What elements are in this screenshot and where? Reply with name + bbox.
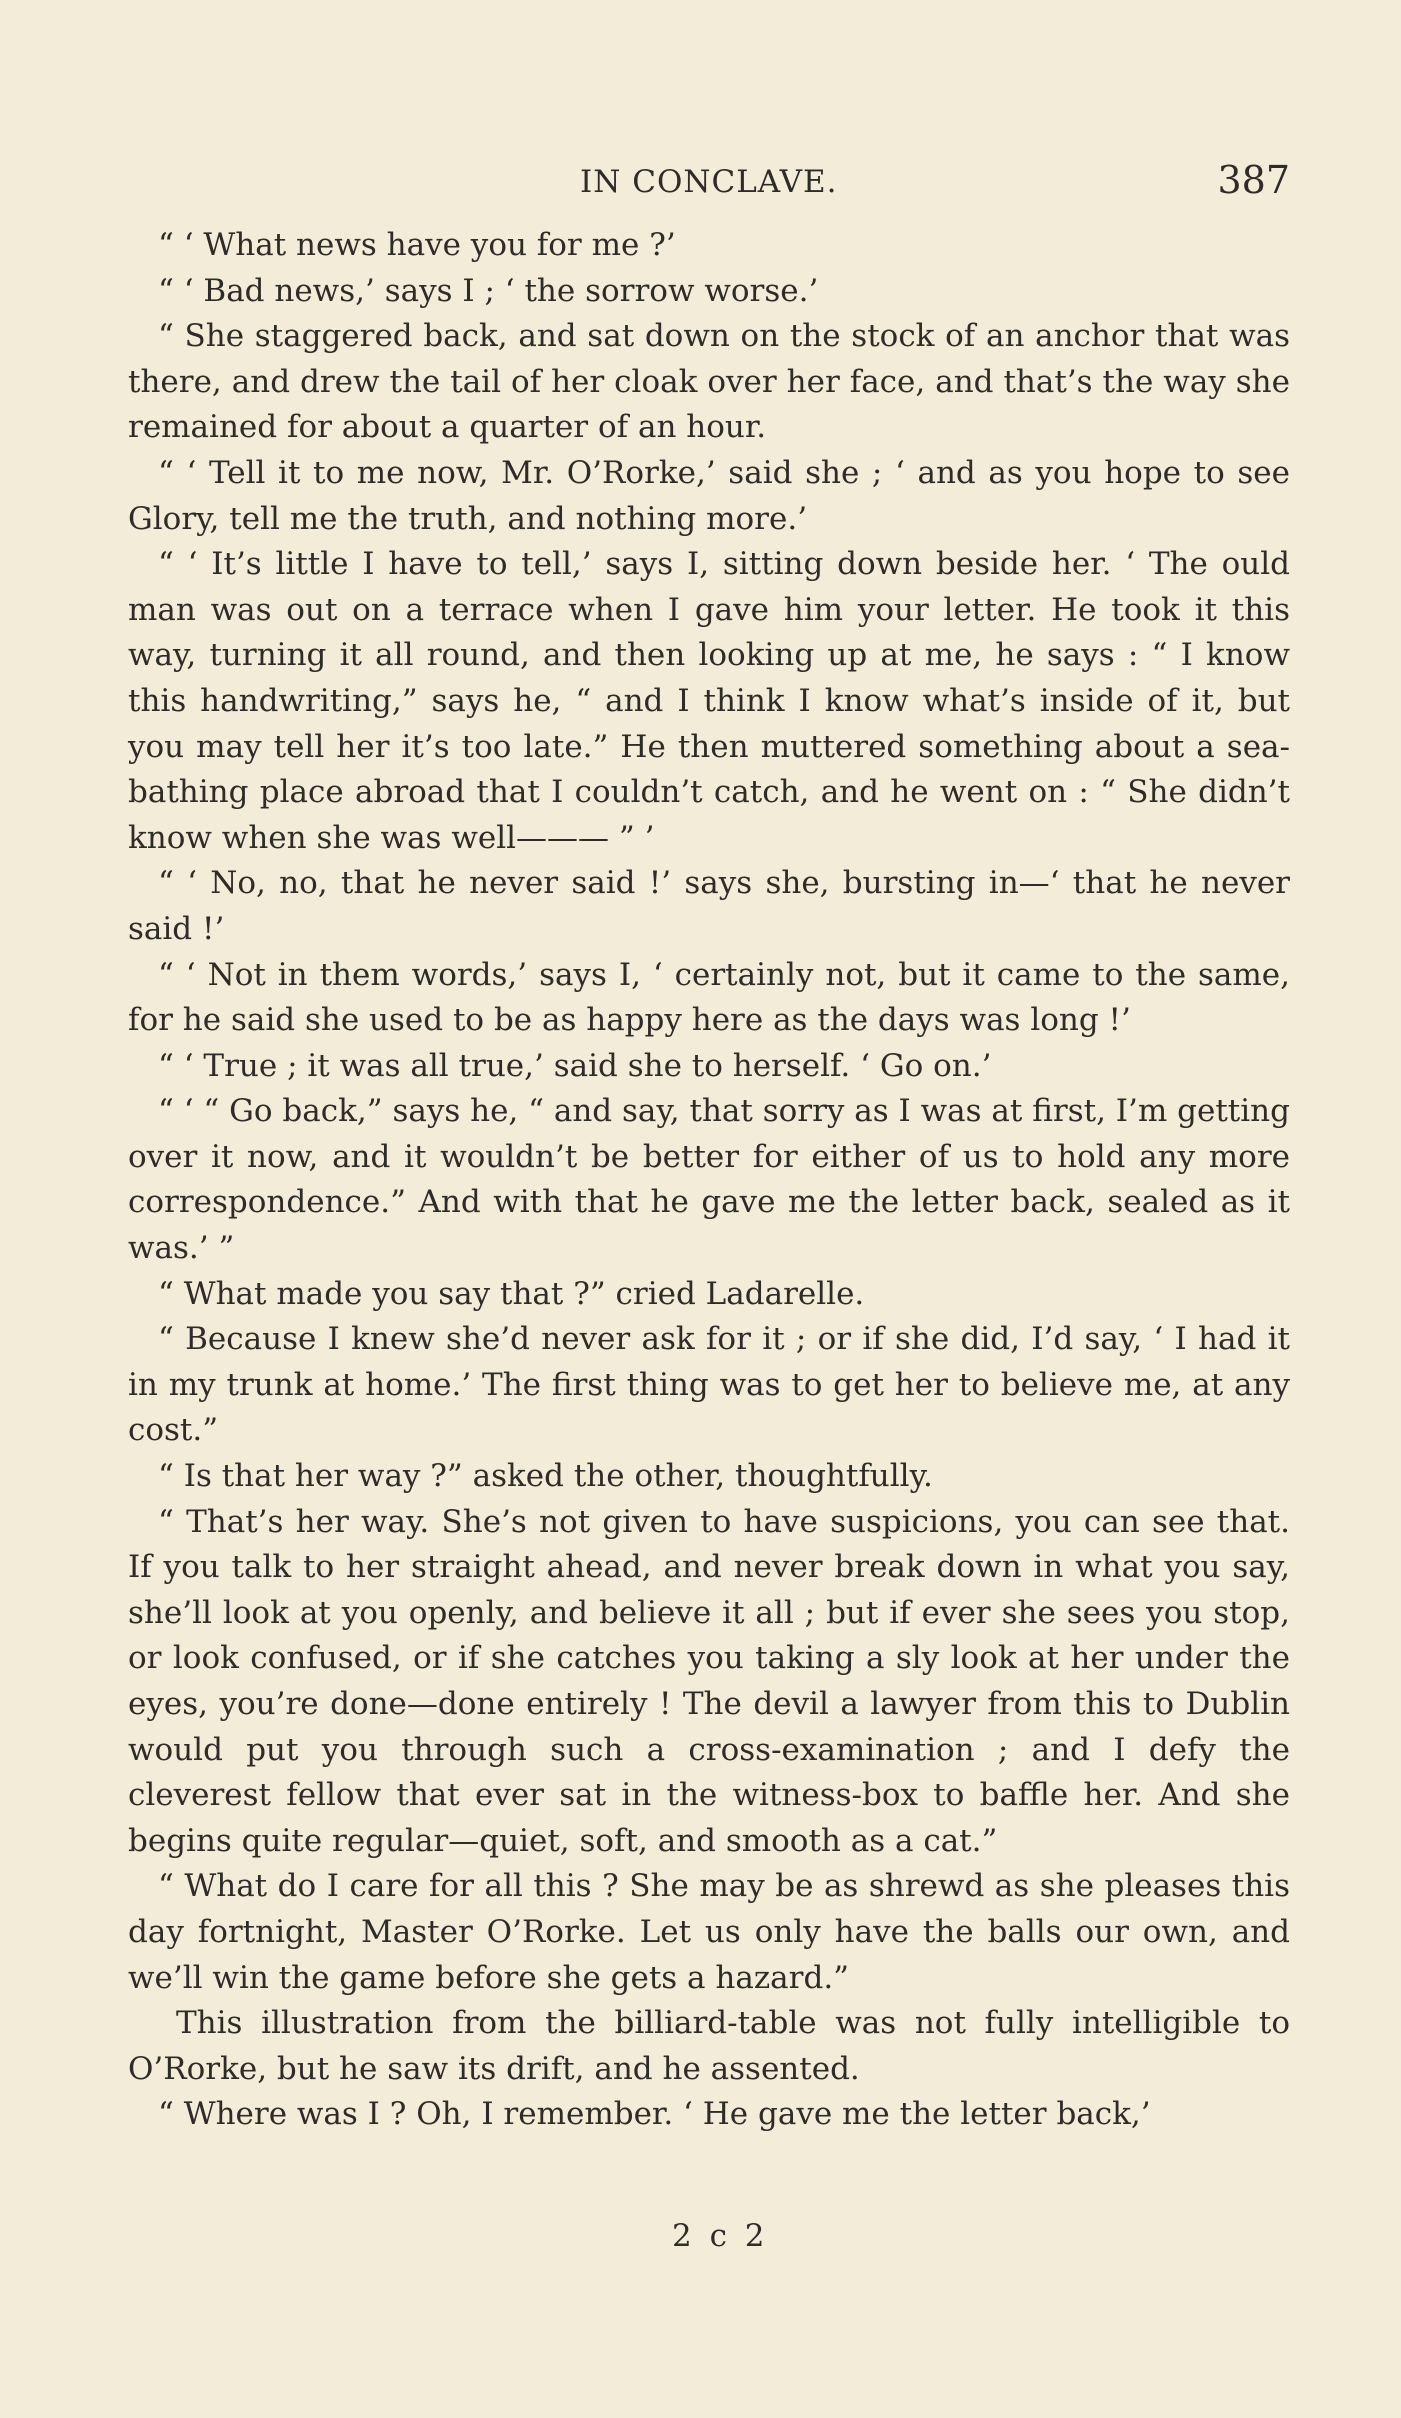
paragraph: “ ‘ “ Go back,” says he, “ and say, that sorry as I was at first, I’m getting over it now, and it wouldn’t be better for either of us to hold any more correspondence.” And with that he gave me the letter back, sealed as it was.’ ” [128, 1093, 1290, 1267]
page-header [128, 158, 1290, 208]
paragraph: “ ‘ No, no, that he never said !’ says she, bursting in—‘ that he never said !’ [128, 865, 1290, 947]
paragraph: “ ‘ True ; it was all true,’ said she to herself. ‘ Go on.’ [158, 1047, 992, 1084]
paragraph: “ ‘ Bad news,’ says I ; ‘ the sorrow worse.’ [158, 272, 819, 309]
paragraph: “ ‘ Not in them words,’ says I, ‘ certainly not, but it came to the same, for he said she used to be as happy here as the days was long !’ [128, 956, 1290, 1039]
paragraph: “ ‘ Tell it to me now, Mr. O’Rorke,’ said she ; ‘ and as you hope to see Glory, tell me the truth, and nothing more.’ [128, 454, 1290, 537]
paragraph: “ ‘ What news have you for me ?’ [158, 227, 676, 263]
running-head: IN CONCLAVE. [580, 164, 838, 200]
signature-mark: 2 c 2 [672, 2218, 769, 2254]
paragraph: “ Because I knew she’d never ask for it ; or if she did, I’d say, ‘ I had it in my trunk at home.’ The first thing was to get her to believe me, at any cost.” [128, 1321, 1290, 1449]
page-number: 387 [1217, 158, 1290, 202]
paragraph: “ Is that her way ?” asked the other, thoughtfully. [158, 1458, 933, 1495]
body-text [128, 223, 1290, 2138]
paragraph: “ Where was I ? Oh, I remember. ‘ He gave me the letter back,’ [158, 2096, 1151, 2133]
paragraph: “ What do I care for all this ? She may be as shrewd as she pleases this day fortnight, Master O’Rorke. Let us only have the balls our own, and we’ll win the game before she gets a hazard.” [128, 1868, 1290, 1996]
paragraph: This illustration from the billiard-table was not fully intelligible to O’Rorke, but he saw its drift, and he assented. [128, 2005, 1290, 2087]
paragraph: “ She staggered back, and sat down on the stock of an anchor that was there, and drew the tail of her cloak over her face, and that’s the way she remained for about a quarter of an hour. [128, 318, 1290, 446]
paragraph: “ ‘ It’s little I have to tell,’ says I, sitting down beside her. ‘ The ould man was out on a terrace when I gave him your letter. He took it this way, turning it all round, and then looking up at me, he says : “ I know this handwriting,” says he, “ and I think I know what’s inside of it, but you may tell her it’s too late.” He then muttered something about a sea-bathing place abroad that I couldn’t catch, and he went on : “ She didn’t know when she was well——— ” ’ [128, 546, 1290, 856]
paragraph: “ What made you say that ?” cried Ladarelle. [158, 1275, 865, 1312]
paragraph: “ That’s her way. She’s not given to have suspicions, you can see that. If you talk to her straight ahead, and never break down in what you say, she’ll look at you openly, and believe it all ; but if ever she sees you stop, or look confused, or if she catches you taking a sly look at her under the eyes, you’re done—done entirely ! The devil a lawyer from this to Dublin would put you through such a cross-examination ; and I defy the cleverest fellow that ever sat in the witness-box to baffle her. And she begins quite regular—quiet, soft, and smooth as a cat.” [128, 1503, 1290, 1859]
